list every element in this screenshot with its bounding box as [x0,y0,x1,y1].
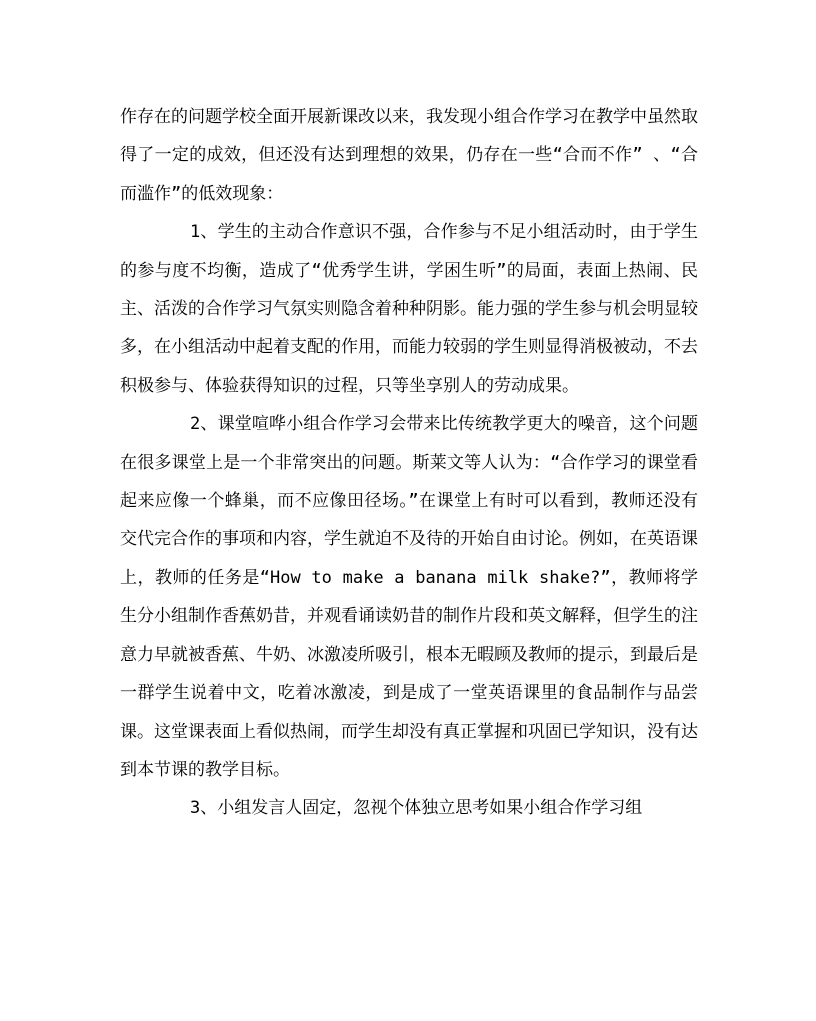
paragraph-point-3: 3、小组发言人固定，忽视个体独立思考如果小组合作学习组 [190,798,643,819]
paragraph-intro: 作存在的问题学校全面开展新课改以来，我发现小组合作学习在教学中虽然取得了一定的成效，但还没有达到理想的效果，仍存在一些“合而不作” 、“合而滥作”的低效现象： [120,107,698,204]
body-text [120,98,698,828]
paragraph-point-1: 1、学生的主动合作意识不强，合作参与不足小组活动时，由于学生的参与度不均衡，造成了“优秀学生讲，学困生听”的局面，表面上热闹、民主、活泼的合作学习气氛实则隐含着种种阴影。能力强的学生参与机会明显较多，在小组活动中起着支配的作用，而能力较弱的学生则显得消极被动，不去积极参与、体验获得知识的过程，只等坐享别人的劳动成果。 [120,222,698,396]
paragraph-point-2: 2、课堂喧哗小组合作学习会带来比传统教学更大的噪音，这个问题在很多课堂上是一个非常突出的问题。斯莱文等人认为：“合作学习的课堂看起来应像一个蜂巢，而不应像田径场。”在课堂上有时可以看到，教师还没有交代完合作的事项和内容，学生就迫不及待的开始自由讨论。例如，在英语课上，教师的任务是“How to make a banana milk shake?”，教师将学生分小组制作香蕉奶昔，并观看诵读奶昔的制作片段和英文解释，但学生的注意力早就被香蕉、牛奶、冰激凌所吸引，根本无暇顾及教师的提示，到最后是一群学生说着中文，吃着冰激凌，到是成了一堂英语课里的食品制作与品尝课。这堂课表面上看似热闹，而学生却没有真正掌握和巩固已学知识，没有达到本节课的教学目标。 [120,414,698,780]
